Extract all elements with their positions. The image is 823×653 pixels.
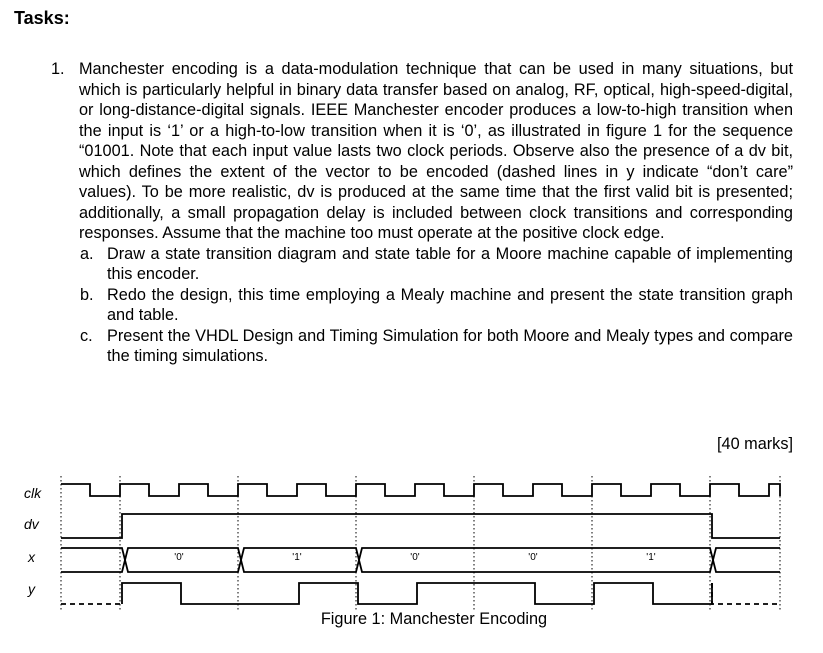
- marks-label: [40 marks]: [716, 435, 793, 453]
- subtask-c-letter: c.: [80, 326, 93, 345]
- subtask-a-text: Draw a state transition diagram and state table for a Moore machine capable of implementing this encoder.: [107, 244, 793, 283]
- x-value-2: '1': [292, 552, 302, 563]
- task-1: [51, 59, 793, 367]
- subtask-c-text: Present the VHDL Design and Timing Simulation for both Moore and Mealy types and compare the timing simulations.: [107, 326, 793, 365]
- figure-caption: Figure 1: Manchester Encoding: [320, 610, 548, 628]
- task-number: 1.: [51, 60, 65, 78]
- y-waveform: [122, 583, 712, 604]
- signal-label-dv: dv: [24, 516, 39, 532]
- signal-label-clk: clk: [24, 485, 42, 501]
- x-value-1: '0': [174, 552, 184, 563]
- task-paragraph: Manchester encoding is a data-modulation technique that can be used in many situations, but which is particularly helpful in binary data transfer based on analog, RF, optical, high-speed-digital, or long-distance-digital signals. IEEE Manchester encoder produces a low-to-high transition when the input is ‘1’ or a high-to-low transition when it is ‘0’, as illustrated in figure 1 for the sequence “01001. Note that each input value lasts two clock periods. Observe also the presence of a dv bit, which defines the extent of the vector to be encoded (dashed lines in y indicate “don’t care” values). To be more realistic, dv is produced at the same time that the first valid bit is presented; additionally, a small propagation delay is included between clock transitions and corresponding responses. Assume that the machine too must operate at the positive clock edge.: [79, 60, 793, 242]
- tasks-heading: Tasks:: [14, 8, 70, 28]
- dv-waveform: [61, 514, 780, 538]
- manchester-timing-diagram: [0, 470, 823, 653]
- subtask-a: [80, 244, 793, 285]
- subtask-b-letter: b.: [80, 285, 94, 304]
- subtask-b: [80, 285, 793, 326]
- x-value-3: '0': [410, 552, 420, 563]
- y-dont-care-end: [712, 583, 780, 604]
- subtask-b-text: Redo the design, this time employing a Mealy machine and present the state transition graph and table.: [107, 285, 793, 324]
- signal-label-y: y: [28, 581, 35, 597]
- x-value-5: '1': [646, 552, 656, 563]
- clk-waveform: [61, 484, 780, 496]
- x-waveform: [61, 548, 780, 572]
- signal-label-x: x: [28, 549, 35, 565]
- x-value-4: '0': [528, 552, 538, 563]
- subtask-c: [80, 326, 793, 367]
- subtask-a-letter: a.: [80, 244, 94, 263]
